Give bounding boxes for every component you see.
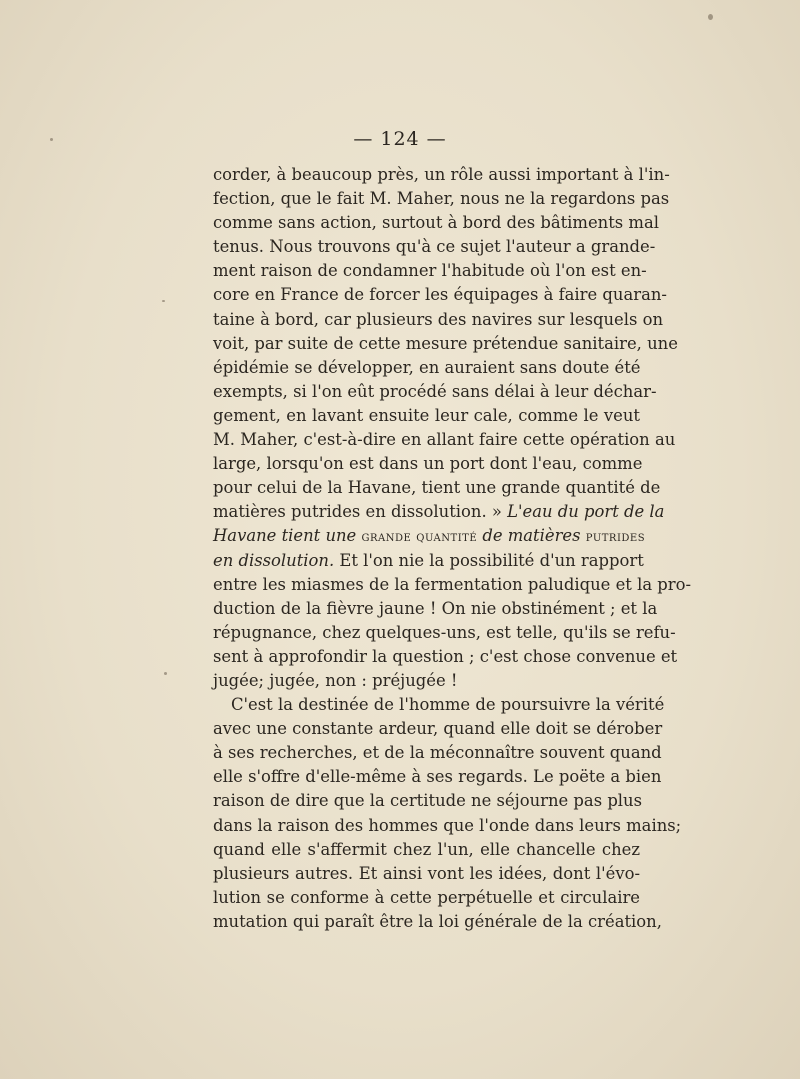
paper-speck xyxy=(162,300,165,302)
text-line: avec une constante ardeur, quand elle doit se dérober xyxy=(213,719,663,739)
text-line: gement, en lavant ensuite leur cale, comme le veut xyxy=(213,405,640,425)
text-line: raison de dire que la certitude ne séjourne pas plus xyxy=(213,791,643,811)
text-line: lution se conforme à cette perpétuelle et circulaire xyxy=(213,887,640,907)
paper-speck xyxy=(164,672,167,675)
text-line: entre les miasmes de la fermentation paludique et la pro- xyxy=(213,574,692,594)
text-line: exempts, si l'on eût procédé sans délai à leur déchar- xyxy=(213,381,657,401)
text-segment: Et l'on nie la possibilité d'un rapport xyxy=(339,550,644,570)
text-line: corder, à beaucoup près, un rôle aussi important à l'in- xyxy=(213,165,670,184)
text-line: mutation qui paraît être la loi générale de la création, xyxy=(213,911,662,931)
text-line: comme sans action, surtout à bord des bâtiments mal xyxy=(213,213,659,233)
text-line: C'est la destinée de l'homme de poursuivre la vérité xyxy=(231,695,665,715)
text-line: à ses recherches, et de la méconnaître souvent quand xyxy=(213,743,662,763)
paragraph-1 xyxy=(213,163,692,693)
text-line-mixed xyxy=(213,549,644,573)
text-line: plusieurs autres. Et ainsi vont les idées, dont l'évo- xyxy=(213,863,640,883)
italic-quote: L'eau du port de la xyxy=(507,502,665,522)
page-number: — 124 — xyxy=(353,128,447,150)
text-line-mixed xyxy=(213,524,646,548)
page-body xyxy=(213,163,692,934)
text-segment: matières putrides en dissolution. » xyxy=(213,502,502,522)
paper-speck xyxy=(50,138,53,141)
text-line: jugée; jugée, non : préjugée ! xyxy=(213,670,458,690)
text-line: dans la raison des hommes que l'onde dans leurs mains; xyxy=(213,815,682,835)
text-line: duction de la fièvre jaune ! On nie obstinément ; et la xyxy=(213,598,658,618)
small-caps-emphasis: putrides xyxy=(585,529,646,546)
text-line: pour celui de la Havane, tient une grande quantité de xyxy=(213,478,661,498)
text-line: M. Maher, c'est-à-dire en allant faire cette opération au xyxy=(213,430,676,450)
text-line: elle s'offre d'elle-même à ses regards. Le poëte a bien xyxy=(213,767,662,787)
italic-quote: Havane tient une xyxy=(213,526,357,546)
small-caps-emphasis: grande quantité xyxy=(361,529,478,546)
text-line: fection, que le fait M. Maher, nous ne la regardons pas xyxy=(213,189,670,209)
text-line: sent à approfondir la question ; c'est chose convenue et xyxy=(213,646,678,666)
italic-quote: en dissolution. xyxy=(213,550,335,570)
text-line: large, lorsqu'on est dans un port dont l'eau, comme xyxy=(213,454,643,474)
text-line: quand elle s'affermit chez l'un, elle chancelle chez xyxy=(213,839,640,859)
text-line: répugnance, chez quelques-uns, est telle, qu'ils se refu- xyxy=(213,622,676,642)
text-line: core en France de forcer les équipages à faire quaran- xyxy=(213,285,667,305)
text-line: ment raison de condamner l'habitude où l'on est en- xyxy=(213,261,647,281)
text-line: taine à bord, car plusieurs des navires sur lesquels on xyxy=(213,309,664,329)
text-line: épidémie se développer, en auraient sans doute été xyxy=(213,357,641,377)
text-line: voit, par suite de cette mesure prétendue sanitaire, une xyxy=(213,333,678,353)
paragraph-2 xyxy=(213,693,682,934)
italic-quote: de matières xyxy=(482,526,581,546)
text-line: tenus. Nous trouvons qu'à ce sujet l'auteur a grande- xyxy=(213,237,656,257)
text-line-mixed xyxy=(213,500,665,524)
paper-speck xyxy=(708,14,713,20)
